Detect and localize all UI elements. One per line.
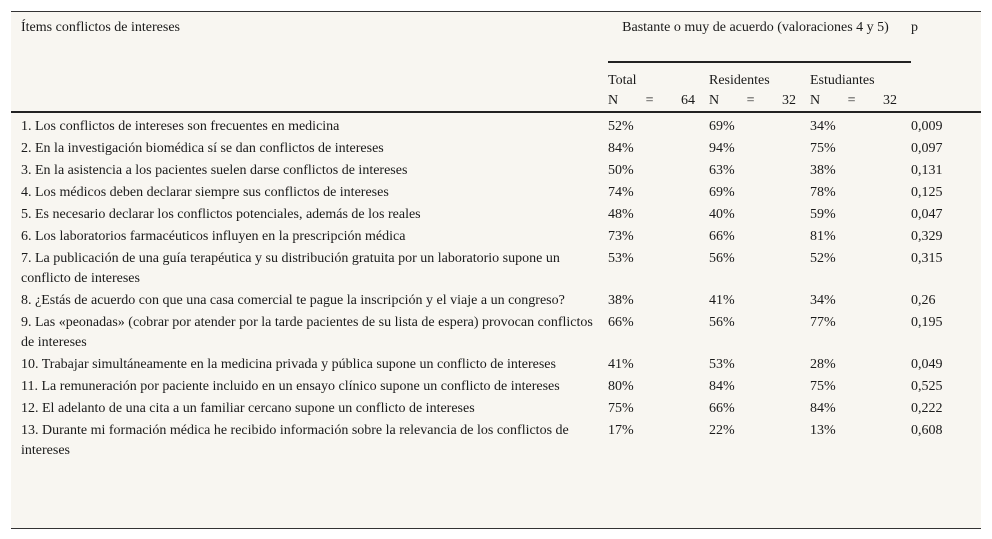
residentes-cell: 22%	[709, 423, 735, 438]
residentes-cell: 66%	[709, 401, 735, 416]
item-cell: 1. Los conflictos de intereses son frecuentes en medicina	[21, 119, 340, 134]
total-cell: 52%	[608, 119, 634, 134]
estudiantes-cell: 81%	[810, 229, 836, 244]
item-cell: 2. En la investigación biomédica sí se dan conflictos de intereses	[21, 141, 384, 156]
total-cell: 38%	[608, 293, 634, 308]
estudiantes-cell: 77%	[810, 315, 836, 330]
item-cell: 9. Las «peonadas» (cobrar por atender por la tarde pacientes de su lista de espera) provocan conflictos de intereses	[21, 315, 593, 350]
p-value-cell: 0,315	[911, 251, 943, 266]
estudiantes-header: Estudiantes N = 32	[810, 62, 911, 112]
item-cell: 6. Los laboratorios farmacéuticos influyen en la prescripción médica	[21, 229, 406, 244]
p-value-cell: 0,608	[911, 423, 943, 438]
p-value-cell: 0,047	[911, 207, 943, 222]
table-row	[11, 182, 981, 204]
total-cell: 17%	[608, 423, 634, 438]
table-row	[11, 226, 981, 248]
p-value-cell: 0,049	[911, 357, 943, 372]
residentes-cell: 69%	[709, 185, 735, 200]
estudiantes-cell: 78%	[810, 185, 836, 200]
total-cell: 41%	[608, 357, 634, 372]
p-value-cell: 0,097	[911, 141, 943, 156]
estudiantes-cell: 34%	[810, 119, 836, 134]
table-row	[11, 312, 981, 354]
table-row	[11, 398, 981, 420]
table-body	[11, 112, 981, 462]
total-cell: 74%	[608, 185, 634, 200]
estudiantes-cell: 34%	[810, 293, 836, 308]
item-cell: 3. En la asistencia a los pacientes suelen darse conflictos de intereses	[21, 163, 408, 178]
residentes-cell: 66%	[709, 229, 735, 244]
p-value-cell: 0,195	[911, 315, 943, 330]
table-row	[11, 160, 981, 182]
table-row	[11, 290, 981, 312]
residentes-cell: 69%	[709, 119, 735, 134]
total-cell: 75%	[608, 401, 634, 416]
items-header: Ítems conflictos de intereses	[11, 12, 608, 112]
item-cell: 5. Es necesario declarar los conflictos potenciales, además de los reales	[21, 207, 421, 222]
data-table-container	[11, 11, 981, 529]
residentes-cell: 94%	[709, 141, 735, 156]
item-cell: 7. La publicación de una guía terapéutica y su distribución gratuita por un laboratorio supone un conflicto de intereses	[21, 251, 560, 286]
table-row	[11, 138, 981, 160]
estudiantes-cell: 75%	[810, 379, 836, 394]
item-cell: 13. Durante mi formación médica he recibido información sobre la relevancia de los conflictos de intereses	[21, 423, 569, 458]
item-cell: 12. El adelanto de una cita a un familiar cercano supone un conflicto de intereses	[21, 401, 475, 416]
estudiantes-cell: 13%	[810, 423, 836, 438]
estudiantes-cell: 28%	[810, 357, 836, 372]
estudiantes-cell: 38%	[810, 163, 836, 178]
total-cell: 48%	[608, 207, 634, 222]
header-row-1	[11, 12, 981, 62]
item-cell: 11. La remuneración por paciente incluido en un ensayo clínico supone un conflicto de intereses	[21, 379, 560, 394]
p-value-cell: 0,525	[911, 379, 943, 394]
table-row	[11, 376, 981, 398]
residentes-cell: 40%	[709, 207, 735, 222]
group-header: Bastante o muy de acuerdo (valoraciones 4 y 5)	[608, 12, 911, 62]
item-cell: 4. Los médicos deben declarar siempre sus conflictos de intereses	[21, 185, 389, 200]
estudiantes-cell: 59%	[810, 207, 836, 222]
total-cell: 53%	[608, 251, 634, 266]
total-header: Total N = 64	[608, 62, 709, 112]
p-value-cell: 0,009	[911, 119, 943, 134]
conflicts-table	[11, 12, 981, 462]
table-row	[11, 354, 981, 376]
residentes-header: Residentes N = 32	[709, 62, 810, 112]
residentes-cell: 41%	[709, 293, 735, 308]
residentes-cell: 53%	[709, 357, 735, 372]
residentes-cell: 84%	[709, 379, 735, 394]
table-row	[11, 248, 981, 290]
p-header: p	[911, 12, 981, 112]
item-cell: 10. Trabajar simultáneamente en la medicina privada y pública supone un conflicto de intereses	[21, 357, 556, 372]
total-cell: 84%	[608, 141, 634, 156]
estudiantes-cell: 52%	[810, 251, 836, 266]
table-row	[11, 420, 981, 462]
total-cell: 73%	[608, 229, 634, 244]
total-cell: 66%	[608, 315, 634, 330]
residentes-cell: 63%	[709, 163, 735, 178]
residentes-cell: 56%	[709, 315, 735, 330]
total-cell: 80%	[608, 379, 634, 394]
p-value-cell: 0,125	[911, 185, 943, 200]
p-value-cell: 0,131	[911, 163, 943, 178]
p-value-cell: 0,26	[911, 293, 936, 308]
total-cell: 50%	[608, 163, 634, 178]
p-value-cell: 0,329	[911, 229, 943, 244]
table-row	[11, 204, 981, 226]
estudiantes-cell: 75%	[810, 141, 836, 156]
estudiantes-cell: 84%	[810, 401, 836, 416]
table-row	[11, 112, 981, 138]
item-cell: 8. ¿Estás de acuerdo con que una casa comercial te pague la inscripción y el viaje a un congreso?	[21, 293, 565, 308]
residentes-cell: 56%	[709, 251, 735, 266]
p-value-cell: 0,222	[911, 401, 943, 416]
